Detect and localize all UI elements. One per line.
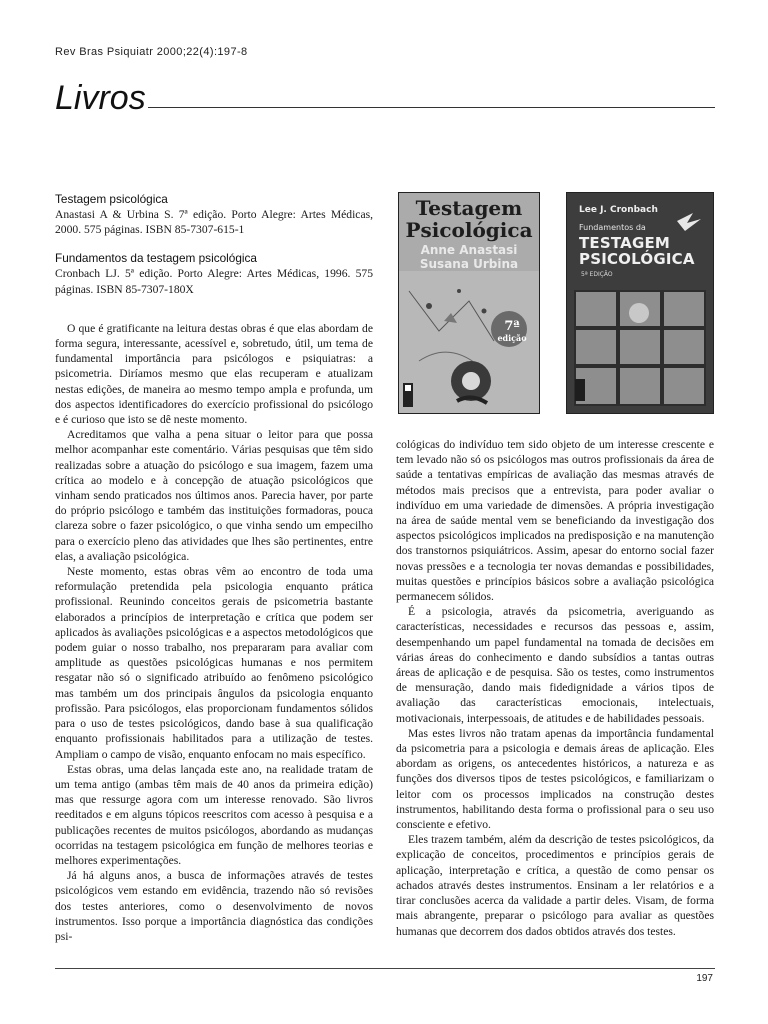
book-reference-2: Cronbach LJ. 5ª edição. Porto Alegre: Artes Médicas, 1996. 575 páginas. ISBN 85-7307-180X [55,267,373,296]
cover-title [399,197,539,241]
cover-title-line: Fundamentos da [579,223,646,232]
cover-title-line: Psicológica [405,218,533,242]
page-number: 197 [696,973,713,984]
section-title: Livros [55,79,146,117]
right-column [396,437,714,939]
body-paragraph: O que é gratificante na leitura destas obras é que elas abordam de forma segura, interessante, acessível e, sobretudo, útil, um tema de fundamental importância para psicólogos e psiquiatras: a psicometria. Diríamos mesmo que elas recuperam e atualizam nestas edições, de maneira ao mesmo tempo ampla e profunda, um dos aspectos identificadores do exercício profissional do psicólogo e é curioso que isto se dê neste momento. [55,321,373,427]
body-paragraph: Eles trazem também, além da descrição de testes psicológicos, da explicação de conceitos, procedimentos e princípios gerais de aplicação, interpretação e crítica, a questão de como pensar os achados através destes instrumentos. Ensinam a ler relatórios e a tirar conclusões acerca da validade a partir deles. Visam, de forma mais abrangente, preparar o psicólogo para avaliar as questões humanas que decorrem dos dados obtidos através dos testes. [396,833,714,938]
cover-title-line: Testagem [415,196,523,220]
cover-edition-word: edição [497,333,527,343]
book-reference-1: Anastasi A & Urbina S. 7ª edição. Porto Alegre: Artes Médicas, 2000. 575 páginas. ISBN 85-7307-615-1 [55,208,373,237]
book-heading-2: Fundamentos da testagem psicológica [55,251,257,266]
book-cover-anastasi [398,192,540,414]
body-paragraph: Mas estes livros não tratam apenas da importância fundamental da psicometria para a psicologia e demais áreas de aplicação. Eles abordam as origens, os antecedentes históricos, a natureza e as funções dos diversos tipos de testes psicológicos, e familiarizam o leitor com os processos implicados na construção destes instrumentos, habilitando desta forma o profissional para o seu uso consciente e efetivo. [396,726,714,832]
body-paragraph: Já há alguns anos, a busca de informações através de testes psicológicos vem estando em evidência, trazendo não só revisões dos testes anteriores, como o desenvolvimento de novos instrumentos. Isso porque a importância diagnóstica das condições psi- [55,869,373,943]
book-heading-1: Testagem psicológica [55,192,168,206]
body-paragraph: É a psicologia, através da psicometria, averiguando as características, necessidades e recursos das pessoas e, assim, desempenhando um papel fundamental na tomada de decisões em várias áreas do conhecimento e dando subsídios a tantas outras áreas de aplicação e de pesquisa. São os testes, como instrumentos de mensuração, dando mais fidedignidade a vários tipos de avaliação das características emocionais, intelectuais, motivacionais, interpessoais, de atitudes e de habilidades pessoais. [396,605,714,725]
cover-authors [399,243,539,271]
cover-author: Lee J. Cronbach [579,205,658,215]
title-rule [133,107,715,108]
body-paragraph: Neste momento, estas obras vêm ao encontro de toda uma reformulação pretendida pela psicologia enquanto prática profissional. Reunindo conceitos gerais de psicometria bastante elaborados a princípios de interpretação e crítica que podem ser aplicados às avaliações psicológicas e a aspectos metodológicos que podem guiar o nosso trabalho, nos prepararam para avaliar com amplitude as questões psicológicas humanas e nos permitem resgatar não só o significado atribuído ao fenômeno psicológico mas também um dos principais ângulos da psicologia enquanto profissão. Para psicólogos, elas proporcionam fundamentos sólidos para o uso de testes psicológicos, dando base à sua qualificação enquanto profissionais habilitados para a utilização de testes. Ampliam o campo de visão, enquanto enfocam no mais específico. [55,565,373,761]
cover-edition-number: 7ª [504,319,520,334]
left-column [55,192,373,944]
book-covers [396,192,714,416]
footer-rule [55,968,715,969]
book-cover-cronbach [566,192,714,414]
cover-title-line: TESTAGEM [579,234,671,252]
running-head: Rev Bras Psiquiatr 2000;22(4):197-8 [55,46,248,58]
cover-title-line: PSICOLÓGICA [579,250,695,268]
section-header [55,78,715,118]
cover-author: Susana Urbina [419,257,519,271]
body-paragraph: cológicas do indivíduo tem sido objeto de um interesse crescente e tem levado não só os psicólogos mas outros profissionais da área de saúde a tentativas empíricas de avaliação das mesmas através de métodos mais precisos que a entrevista, para poder avaliar o indivíduo em uma variedade de dimensões. A própria investigação na área de saúde mental vem se beneficiando da investigação dos aspectos psicológicos implicados na predisposição e na manutenção dos transtornos psiquiátricos. Assim, apesar do entorno social fazer novas pressões e a tecnologia ter novas demandas e possibilidades, muitas questões e princípios básicos sobre a avaliação psicológica permanecem sólidos. [396,438,714,604]
body-paragraph: Estas obras, uma delas lançada este ano, na realidade tratam de um tema antigo (ambas têm mais de 40 anos da primeira edição) mas que ressurge agora com um interesse renovado. São livros reeditados e em alguns tópicos reescritos com acesso à pesquisa e a publicações recentes de muitos psicólogos, abordando as mudanças ocorridas na testagem psicológica em função de melhores teorias e melhores experimentações. [55,762,373,867]
cover-author: Anne Anastasi [420,243,518,257]
cover-edition-badge [495,321,529,343]
body-paragraph: Acreditamos que valha a pena situar o leitor para que possa melhor acompanhar este comentário. Várias pesquisas que têm sido realizadas sobre a atuação do psicólogo e sua imagem, fazem uma crítica ao modelo e à concepção de atuação psicológicos que vinham sendo praticados nos últimos anos. Parecia haver, por parte do próprio psicólogo e também das instituições formadoras, pouca clareza sobre o fazer psicológico, o que vinha sendo um empecilho para o exercício pleno das atividades que lhes são pertinentes, entre elas, a avaliação psicológica. [55,428,373,563]
cover-edition: 5ª EDIÇÃO [581,271,613,278]
